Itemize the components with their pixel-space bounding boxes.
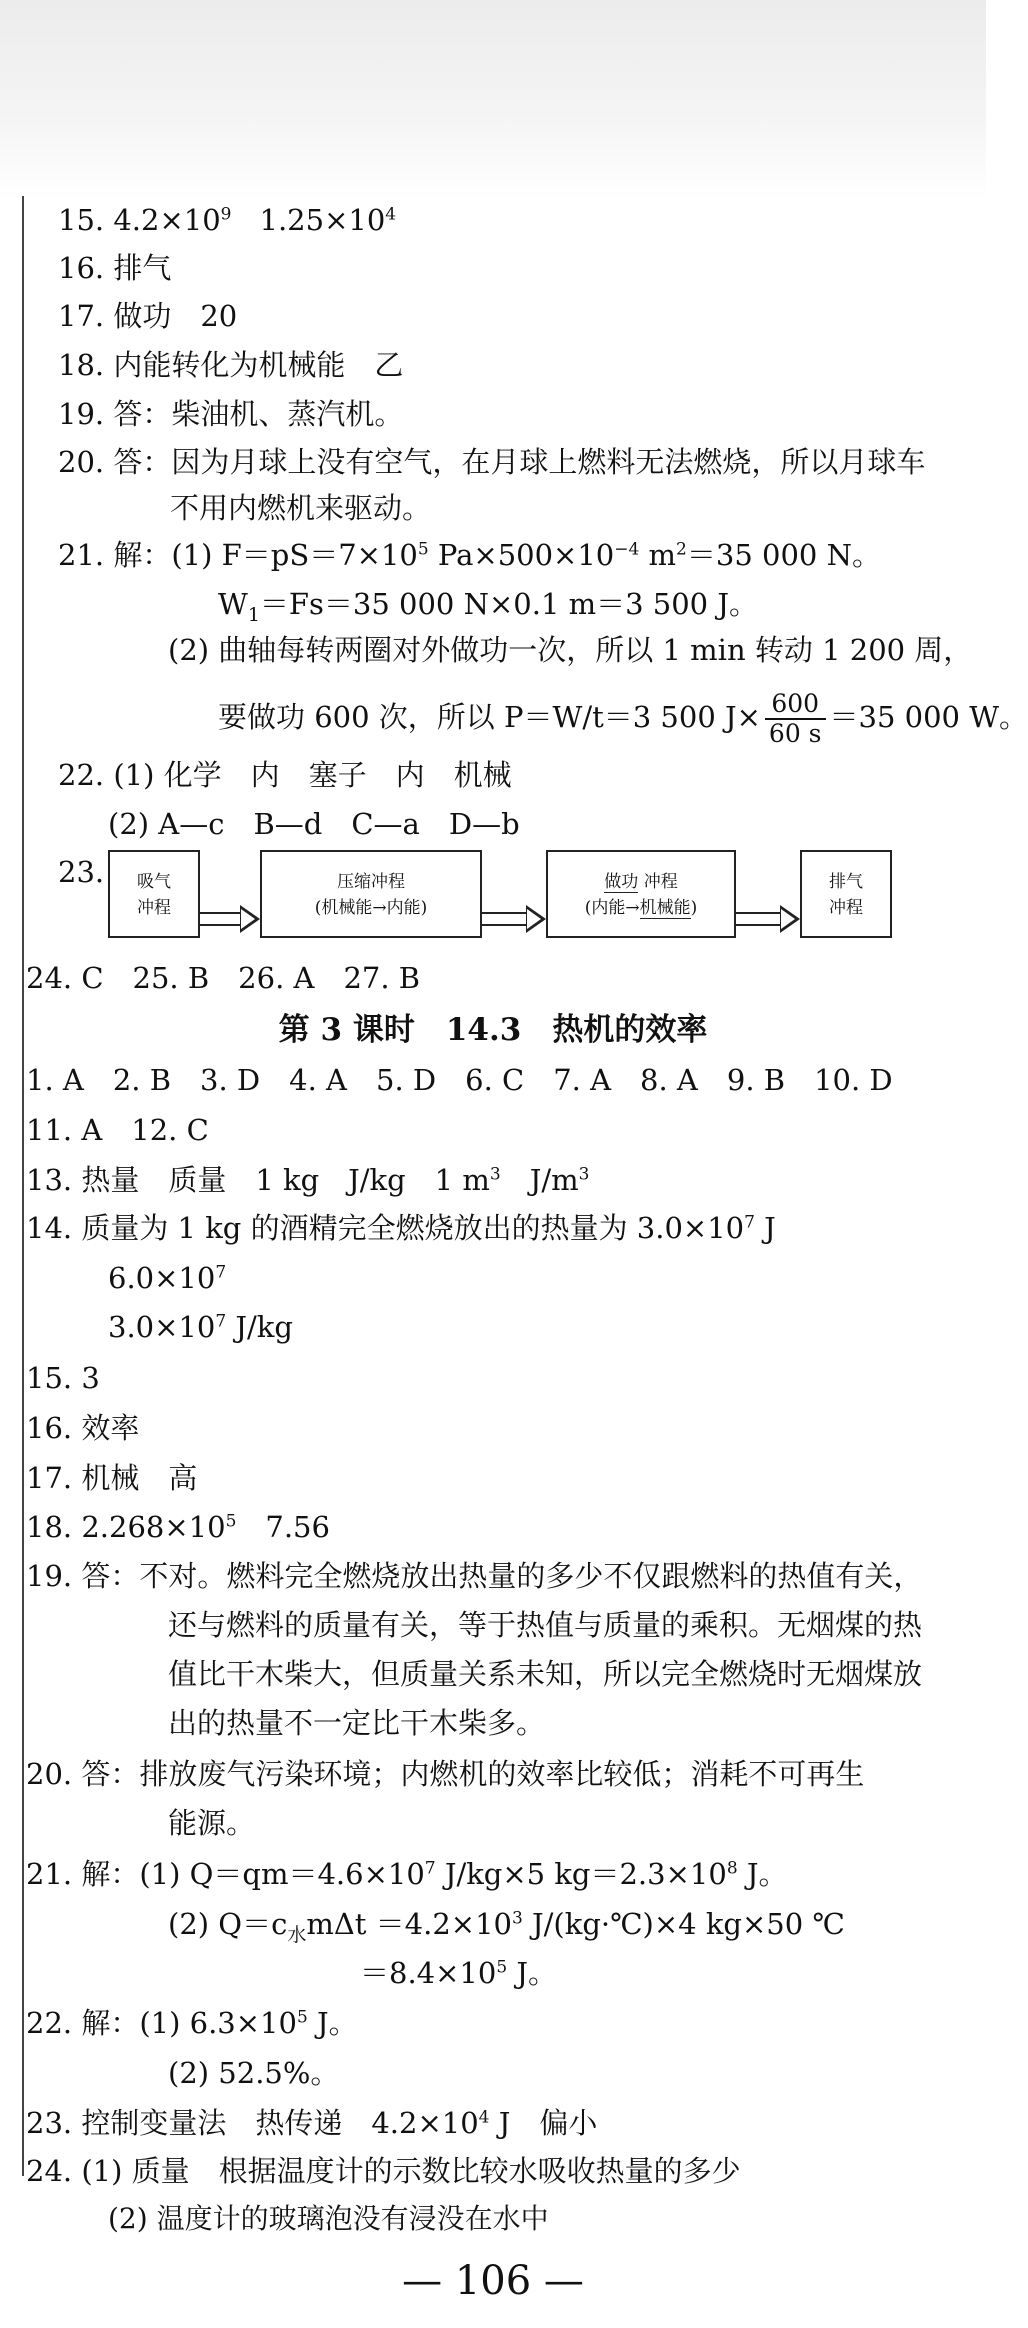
answer-18b: 18. $2.268\times 10^5$ 7.56 — [26, 1510, 330, 1544]
answers-11-12: 11. A 12. C — [26, 1113, 209, 1147]
answer-24b-part2: (2) 温度计的玻璃泡没有浸没在水中 — [108, 2202, 549, 2235]
answer-20-cont: 不用内燃机来驱动。 — [170, 491, 432, 525]
answer-13: 13. 热量 质量 1 kg J/kg 1 $m^3$ $J/m^3$ — [26, 1163, 590, 1197]
exhaust-stroke-box: 排气 冲程 — [800, 850, 892, 938]
answer-18: 18. 内能转化为机械能 乙 — [58, 348, 404, 382]
answer-21-part2: (2) 曲轴每转两圈对外做功一次，所以 1 min 转动 1 200 周， — [168, 633, 973, 667]
compression-stroke-box: 压缩冲程 (机械能→内能) — [260, 850, 482, 938]
arrow-icon — [736, 912, 800, 926]
answer-15b: 15. 3 — [26, 1361, 100, 1395]
answer-14-b: $6.0\times 10^7$ — [108, 1261, 227, 1295]
answer-19b-l4: 出的热量不一定比干木柴多。 — [168, 1706, 546, 1740]
answer-17: 17. 做功 20 — [58, 299, 238, 333]
page-number: — 106 — — [402, 2258, 584, 2304]
stroke-cycle-diagram — [108, 850, 928, 950]
answer-14-c: $3.0\times 10^7$ J/kg — [108, 1310, 293, 1344]
fraction: $\frac{600}{60 s}$ — [765, 690, 826, 748]
answer-22-part1: 22. (1) 化学 内 塞子 内 机械 — [58, 758, 512, 792]
answer-20: 20. 答：因为月球上没有空气，在月球上燃料无法燃烧，所以月球车 — [58, 445, 926, 479]
answer-24b: 24. (1) 质量 根据温度计的示数比较水吸收热量的多少 — [26, 2154, 741, 2188]
answer-17b: 17. 机械 高 — [26, 1461, 198, 1495]
answer-15: 15. $4.2\times 10^9$ $1.25\times 10^4$ — [58, 203, 397, 237]
answer-20b-l2: 能源。 — [168, 1806, 256, 1840]
answer-21-part1: 21. 解：(1) $F=pS=7\times 10^5$ $Pa\times 500\times 10^{-4}$ $m^2=35$ 000 N。 — [58, 538, 881, 572]
answer-16: 16. 排气 — [58, 251, 172, 285]
answer-22b: 22. 解：(1) $6.3\times 10^5$ J。 — [26, 2006, 358, 2040]
answer-14: 14. 质量为 1 kg 的酒精完全燃烧放出的热量为 $3.0\times 10^7$ J — [26, 1211, 776, 1245]
answer-21b-part2: (2) $Q=c_水m\Delta t =4.2\times 10^3$ J/(kg·℃)×4 kg×50 ℃ — [168, 1907, 845, 1946]
answer-19b-l2: 还与燃料的质量有关，等于热值与质量的乘积。无烟煤的热 — [168, 1608, 923, 1642]
answer-20b: 20. 答：排放废气污染环境；内燃机的效率比较低；消耗不可再生 — [26, 1757, 865, 1791]
section-title: 第 3 课时 14.3 热机的效率 — [278, 1012, 708, 1048]
answer-23b: 23. 控制变量法 热传递 $4.2\times 10^4$ J 偏小 — [26, 2106, 598, 2140]
answer-23: 23. — [58, 855, 105, 889]
answer-22-part2: (2) A—c B—d C—a D—b — [108, 807, 520, 841]
arrow-icon — [482, 912, 546, 926]
answer-19b: 19. 答：不对。燃料完全燃烧放出热量的多少不仅跟燃料的热值有关， — [26, 1559, 923, 1593]
answer-19: 19. 答：柴油机、蒸汽机。 — [58, 397, 404, 431]
intake-stroke-box: 吸气 冲程 — [108, 850, 200, 938]
answers-24-27: 24. C 25. B 26. A 27. B — [26, 961, 421, 995]
answer-21b-result: $=8.4\times 10^5$ J。 — [360, 1956, 558, 1990]
answer-21-power: 要做功 600 次，所以 P＝W/t＝3 500 J× $\frac{600}{60 s}$ ＝35 000 W。 — [218, 689, 1028, 748]
arrow-icon — [200, 912, 260, 926]
answers-1-10: 1. A 2. B 3. D 4. A 5. D 6. C 7. A 8. A 9. B 10. D — [26, 1063, 893, 1097]
answer-22b-part2: (2) 52.5%。 — [168, 2056, 340, 2090]
answer-21-work: $W_1=Fs=35$ 000 N×0.1 m＝3 500 J。 — [218, 587, 758, 626]
answer-19b-l3: 值比干木柴大，但质量关系未知，所以完全燃烧时无烟煤放 — [168, 1657, 923, 1691]
answer-16b: 16. 效率 — [26, 1411, 140, 1445]
answer-21b: 21. 解：(1) $Q=qm=4.6\times 10^7$ J/kg×5 $kg=2.3\times 10^8$ J。 — [26, 1857, 788, 1891]
power-stroke-box: 做功 冲程 (内能→机械能) — [546, 850, 736, 938]
